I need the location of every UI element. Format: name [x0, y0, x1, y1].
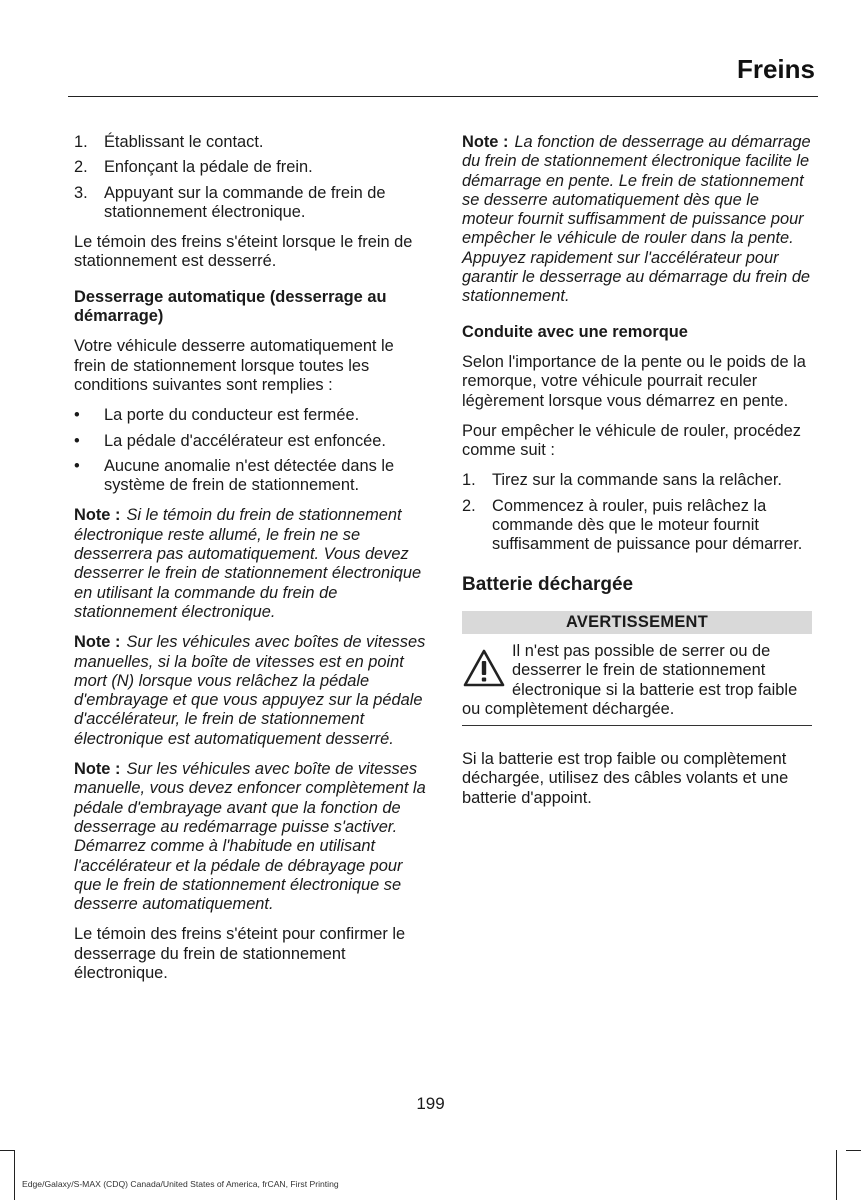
bullet: •	[74, 456, 80, 475]
list-text: Aucune anomalie n'est détectée dans le système de frein de stationnement.	[104, 456, 395, 495]
note-label: Note :	[462, 133, 509, 151]
list-text: Commencez à rouler, puis relâchez la commande dès que le moteur fournit suffisamment de puissance pour démarrer.	[492, 496, 803, 554]
list-number: 2.	[74, 158, 88, 177]
note	[462, 133, 812, 307]
note	[74, 633, 426, 749]
note-text: La fonction de desserrage au démarrage du frein de stationnement électronique facilite le démarrage en pente. Le frein de stationnement se desserre automatiquement dès que le moteur fournit suffisamment de puissance pour empêcher le véhicule de rouler dans la pente. Appuyez rapidement sur l'accélérateur pour garantir le desserrage au démarrage du frein de stationnement.	[462, 133, 811, 306]
left-column	[74, 133, 426, 994]
list-text: La porte du conducteur est fermée.	[104, 406, 360, 425]
note	[74, 760, 426, 914]
bullet: •	[74, 406, 80, 425]
section-heading-auto-release: Desserrage automatique (desserrage au démarrage)	[74, 287, 387, 326]
list-number: 2.	[462, 496, 476, 515]
section-heading-trailer: Conduite avec une remorque	[462, 322, 688, 341]
crop-mark	[0, 1150, 14, 1151]
crop-mark	[836, 1150, 837, 1200]
note-text: Sur les véhicules avec boîtes de vitesses manuelles, si la boîte de vitesses est en point mort (N) lorsque vous relâchez la pédale d'embrayage et que vous appuyez sur la pédale d'accélérateur, le frein de stationnement électronique est automatiquement desserré.	[74, 633, 426, 748]
list-text: Établissant le contact.	[104, 133, 264, 151]
startup-steps-list	[74, 133, 426, 222]
list-number: 1.	[74, 133, 88, 151]
note-label: Note :	[74, 633, 121, 652]
footer-text: Edge/Galaxy/S-MAX (CDQ) Canada/United States of America, frCAN, First Printing	[22, 1179, 339, 1189]
list-text: Enfonçant la pédale de frein.	[104, 158, 313, 177]
list-text: Tirez sur la commande sans la relâcher.	[492, 471, 782, 490]
paragraph: Votre véhicule desserre automatiquement le frein de stationnement lorsque toutes les conditions suivantes sont remplies :	[74, 337, 394, 394]
note-label: Note :	[74, 760, 121, 779]
trailer-steps-list	[462, 471, 812, 554]
list-item	[74, 457, 426, 496]
list-number: 3.	[74, 183, 88, 202]
list-text: La pédale d'accélérateur est enfoncée.	[104, 431, 386, 450]
warning-box	[462, 642, 812, 726]
crop-mark	[14, 1150, 15, 1200]
warning-text: Il n'est pas possible de serrer ou de desserrer le frein de stationnement électronique si la batterie est trop faible ou complètement déchargée.	[462, 641, 798, 718]
paragraph: Selon l'importance de la pente ou le poids de la remorque, votre véhicule pourrait reculer légèrement lorsque vous démarrez en pente.	[462, 352, 806, 410]
right-column	[462, 133, 812, 819]
note-text: Sur les véhicules avec boîte de vitesses manuelle, vous devez enfoncer complètement la pédale d'embrayage avant que la fonction de desserrage au redémarrage puisse s'activer. Démarrez comme à l'habitude en utilisant l'accélérateur et la pédale de débrayage pour que le frein de stationnement électronique se desserre automatiquement.	[74, 760, 426, 914]
list-item	[74, 184, 426, 223]
list-item	[74, 133, 426, 152]
header-rule	[68, 96, 818, 97]
note	[74, 506, 426, 622]
paragraph: Pour empêcher le véhicule de rouler, procédez comme suit :	[462, 421, 801, 460]
list-text: Appuyant sur la commande de frein de stationnement électronique.	[104, 183, 386, 221]
conditions-list	[74, 406, 426, 495]
paragraph: Le témoin des freins s'éteint pour confirmer le desserrage du frein de stationnement électronique.	[74, 925, 406, 982]
note-text: Si le témoin du frein de stationnement électronique reste allumé, le frein ne se desserrera pas automatiquement. Vous devez desserrer le frein de stationnement électronique en utilisant la commande du frein de stationnement électronique.	[74, 506, 422, 621]
crop-mark	[846, 1150, 861, 1151]
warning-title: AVERTISSEMENT	[462, 611, 812, 634]
paragraph: Si la batterie est trop faible ou complètement déchargée, utilisez des câbles volants et une batterie d'appoint.	[462, 750, 789, 807]
page-title: Freins	[736, 54, 815, 84]
list-item	[74, 432, 426, 451]
list-item	[462, 497, 812, 555]
paragraph: Le témoin des freins s'éteint lorsque le frein de stationnement est desserré.	[74, 233, 413, 271]
page-number: 199	[416, 1094, 445, 1113]
list-item	[74, 406, 426, 425]
list-number: 1.	[462, 471, 476, 490]
list-item	[462, 471, 812, 490]
warning-triangle-icon	[462, 648, 506, 688]
section-heading-battery: Batterie déchargée	[462, 573, 634, 595]
bullet: •	[74, 431, 80, 450]
list-item	[74, 158, 426, 177]
note-label: Note :	[74, 506, 121, 525]
